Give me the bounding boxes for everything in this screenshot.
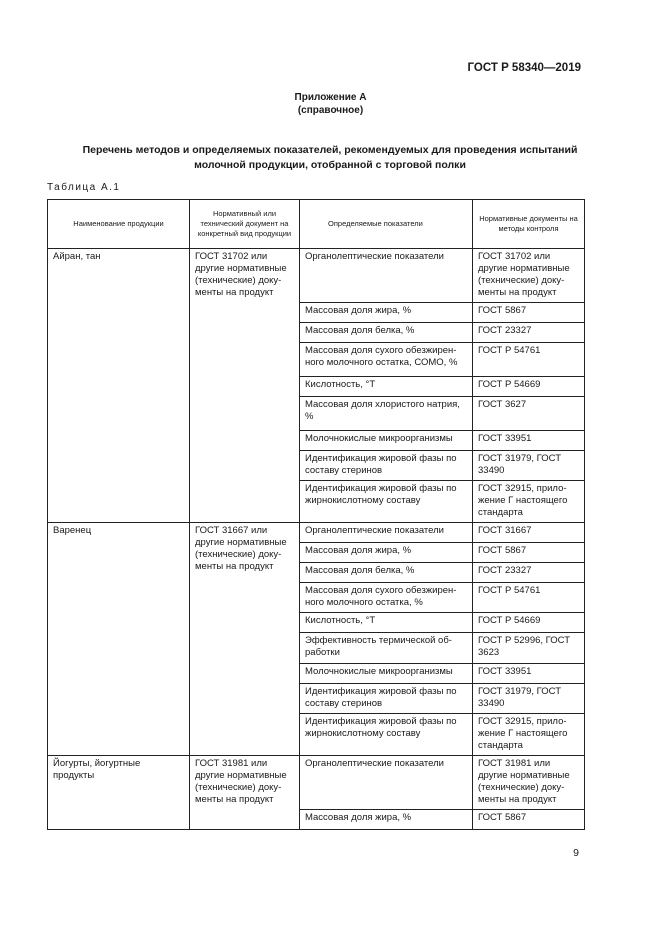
indicator-cell: Эффективность термической об-работки bbox=[300, 633, 473, 664]
header-product: Наименование продукции bbox=[48, 200, 190, 249]
page-number: 9 bbox=[573, 847, 579, 859]
indicator-cell: Массовая доля сухого обезжирен-ного молочного остатка, СОМО, % bbox=[300, 343, 473, 377]
method-cell: ГОСТ 23327 bbox=[473, 563, 585, 583]
methods-table bbox=[47, 199, 585, 830]
method-cell: ГОСТ 31702 или другие нормативные (технические) доку-менты на продукт bbox=[473, 249, 585, 303]
method-cell: ГОСТ 33951 bbox=[473, 431, 585, 451]
method-cell: ГОСТ 31981 или другие нормативные (технические) доку-менты на продукт bbox=[473, 756, 585, 810]
indicator-cell: Кислотность, °Т bbox=[300, 377, 473, 397]
method-cell: ГОСТ 33951 bbox=[473, 664, 585, 684]
indicator-cell: Массовая доля хлористого натрия, % bbox=[300, 397, 473, 431]
indicator-cell: Органолептические показатели bbox=[300, 523, 473, 543]
product-name-cell: Айран, тан bbox=[48, 249, 190, 523]
header-indicators: Определяемые показатели bbox=[300, 200, 473, 249]
table-label: Таблица А.1 bbox=[47, 182, 121, 193]
table-row bbox=[48, 523, 585, 543]
table-row bbox=[48, 249, 585, 303]
table-row bbox=[48, 756, 585, 810]
caption-line-1: Перечень методов и определяемых показателей, рекомендуемых для проведения испытаний bbox=[82, 144, 578, 156]
method-cell: ГОСТ 5867 bbox=[473, 810, 585, 830]
method-cell: ГОСТ Р 54669 bbox=[473, 377, 585, 397]
normative-doc-cell: ГОСТ 31981 или другие нормативные (технические) доку-менты на продукт bbox=[190, 756, 300, 830]
method-cell: ГОСТ Р 52996, ГОСТ 3623 bbox=[473, 633, 585, 664]
document-code: ГОСТ Р 58340—2019 bbox=[467, 62, 581, 74]
indicator-cell: Идентификация жировой фазы по жирнокислотному составу bbox=[300, 714, 473, 756]
method-cell: ГОСТ 31979, ГОСТ 33490 bbox=[473, 451, 585, 481]
method-cell: ГОСТ 31667 bbox=[473, 523, 585, 543]
method-cell: ГОСТ Р 54761 bbox=[473, 583, 585, 613]
indicator-cell: Кислотность, °Т bbox=[300, 613, 473, 633]
indicator-cell: Молочнокислые микроорганизмы bbox=[300, 664, 473, 684]
table-header-row bbox=[48, 200, 585, 249]
appendix-title: Приложение А bbox=[294, 92, 367, 103]
indicator-cell: Массовая доля белка, % bbox=[300, 563, 473, 583]
product-name-cell: Йогурты, йогуртные продукты bbox=[48, 756, 190, 830]
indicator-cell: Идентификация жировой фазы по жирнокислотному составу bbox=[300, 481, 473, 523]
method-cell: ГОСТ Р 54761 bbox=[473, 343, 585, 377]
header-normative-doc: Нормативный или технический документ на конкретный вид продукции bbox=[190, 200, 300, 249]
indicator-cell: Идентификация жировой фазы по составу стеринов bbox=[300, 684, 473, 714]
method-cell: ГОСТ 31979, ГОСТ 33490 bbox=[473, 684, 585, 714]
method-cell: ГОСТ 3627 bbox=[473, 397, 585, 431]
indicator-cell: Органолептические показатели bbox=[300, 756, 473, 810]
indicator-cell: Массовая доля жира, % bbox=[300, 543, 473, 563]
table-caption bbox=[50, 143, 610, 173]
method-cell: ГОСТ 32915, прило-жение Г настоящего стандарта bbox=[473, 714, 585, 756]
normative-doc-cell: ГОСТ 31667 или другие нормативные (технические) доку-менты на продукт bbox=[190, 523, 300, 756]
indicator-cell: Массовая доля жира, % bbox=[300, 303, 473, 323]
indicator-cell: Идентификация жировой фазы по составу стеринов bbox=[300, 451, 473, 481]
appendix-heading bbox=[0, 91, 661, 117]
method-cell: ГОСТ 23327 bbox=[473, 323, 585, 343]
product-name-cell: Варенец bbox=[48, 523, 190, 756]
indicator-cell: Массовая доля жира, % bbox=[300, 810, 473, 830]
appendix-subtitle: (справочное) bbox=[297, 105, 364, 116]
indicator-cell: Массовая доля сухого обезжирен-ного молочного остатка, % bbox=[300, 583, 473, 613]
method-cell: ГОСТ 5867 bbox=[473, 543, 585, 563]
method-cell: ГОСТ Р 54669 bbox=[473, 613, 585, 633]
method-cell: ГОСТ 5867 bbox=[473, 303, 585, 323]
indicator-cell: Массовая доля белка, % bbox=[300, 323, 473, 343]
indicator-cell: Органолептические показатели bbox=[300, 249, 473, 303]
caption-line-2: молочной продукции, отобранной с торговой полки bbox=[194, 159, 466, 171]
normative-doc-cell: ГОСТ 31702 или другие нормативные (технические) доку-менты на продукт bbox=[190, 249, 300, 523]
method-cell: ГОСТ 32915, прило-жение Г настоящего стандарта bbox=[473, 481, 585, 523]
indicator-cell: Молочнокислые микроорганизмы bbox=[300, 431, 473, 451]
header-methods: Нормативные документы на методы контроля bbox=[473, 200, 585, 249]
